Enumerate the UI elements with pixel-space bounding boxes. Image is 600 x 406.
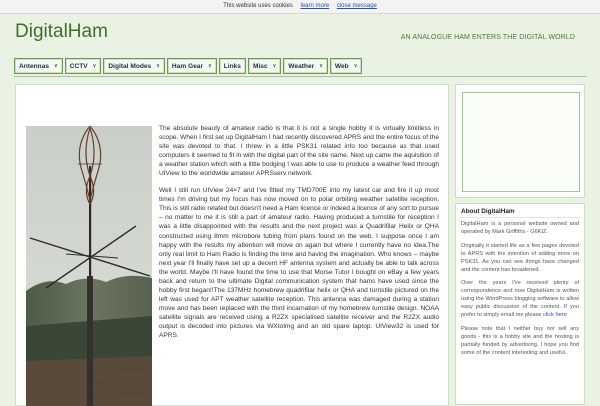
chevron-down-icon: ∨: [208, 63, 212, 69]
sidebar-widget-frame: [462, 92, 580, 192]
nav-item-web[interactable]: [330, 58, 362, 74]
cookie-learn-more-link[interactable]: learn more: [300, 3, 330, 9]
cookie-message: This website uses cookies: [223, 3, 293, 9]
chevron-down-icon: ∨: [272, 63, 277, 69]
about-paragraph: DigitalHam is a personal website owned and operated by Mark Griffiths - G6KIZ.: [461, 221, 579, 235]
nav-label: Digital Modes: [108, 62, 152, 70]
article-paragraph: The absolute beauty of amateur radio is that it is not a single hobby it is virtually limitless in scope. When I first set up DigitalHam I had recently discovered APRS and the entire focus of the site was devoted to that. I threw in a little PSK31 related info too because as that used computers it seemed to fit in with the digital part of the site name. Next up came the aquisition of a weather station which with a little bodging I was able to use to produce a weather feed through UIView to the worldwide amateur APRSserv network.: [159, 125, 439, 178]
nav-label: Web: [334, 62, 349, 70]
about-paragraph: [461, 280, 579, 320]
sidebar-widget: [455, 84, 585, 198]
about-paragraph: Originally it started life as a few pages devoted to APRS with the intention of adding more on PSK31. As you can see things have changed and the content has broadened.: [461, 242, 579, 273]
cookie-close-link[interactable]: close message: [336, 3, 377, 9]
nav-label: Ham Gear: [171, 62, 204, 70]
site-tagline: AN ANALOGUE HAM ENTERS THE DIGITAL WORLD: [400, 34, 575, 41]
nav-label: CCTV: [69, 62, 88, 70]
about-title: About DigitalHam: [459, 208, 581, 218]
about-body: [456, 218, 584, 367]
chevron-down-icon: ∨: [353, 63, 358, 69]
nav-item-links[interactable]: [219, 58, 246, 74]
antenna-photo: [26, 126, 152, 406]
nav-item-digital-modes[interactable]: [103, 58, 165, 74]
nav-item-weather[interactable]: [283, 58, 328, 74]
article-body: [159, 124, 439, 348]
cookie-bar: [0, 0, 600, 14]
nav-label: Misc: [252, 62, 268, 70]
nav-item-misc[interactable]: [248, 58, 281, 74]
main-content: [15, 84, 449, 406]
site-title[interactable]: DigitalHam: [15, 21, 108, 42]
about-paragraph: Please note that I neither buy nor sell any goods - this is a hobby site and the hosting is partially funded by advertising. I hope you find some of the content interesting and useful.: [461, 325, 579, 356]
about-widget: [455, 203, 585, 405]
chevron-down-icon: ∨: [319, 63, 323, 69]
chevron-down-icon: ∨: [92, 63, 97, 69]
nav-divider: [14, 76, 587, 77]
nav-label: Weather: [288, 62, 315, 70]
nav-item-ham-gear[interactable]: [167, 58, 217, 74]
main-nav: [14, 58, 362, 76]
nav-label: Antennas: [19, 62, 50, 70]
email-link[interactable]: click here: [543, 312, 567, 319]
chevron-down-icon: ∨: [156, 63, 160, 69]
nav-label: Links: [223, 62, 241, 70]
about-text: Over the years I've received plenty of correspondence and now DigitalHam is written using the WordPress blogging software to allow easy public discussion of the content. If you prefer to simply email me please: [461, 280, 579, 319]
chevron-down-icon: ∨: [54, 63, 58, 69]
nav-item-antennas[interactable]: [14, 58, 63, 74]
article-paragraph: Well I still run UIView 24×7 and I've fitted my TMD700E into my latest car and fire it up most times I'm driving but my focus has now moved on to polar orbiting weather satellite reception. This is still radio related but doesn't need a Ham licence or indeed a licence of any sort to pursue – no matter to me it is still a part of amateur radio. Having produced a turnstile for reception I was a little disappointed with the results and the next project was a Quadrifilar Helix or QHA constructed using 8mm microbore tubing from plans found on the web. I suppose once I am happy with the results my attention will move on again but where I currently have no idea.The only real limit to Ham Radio is finding the time and having the imagination. Who knows – maybe next year I'll finally have set up a decent HF antenna system and actually be able to talk across the world. Maybe I'll have found the time to use that Morse Tutor I bought on eBay a few years back and return to the ultimate Digital communication system that hams have used since the hobby first began!!The 137MHz homebrew quadrifilar helix or QHA and turnstile pictured on the left was used for APT weather satellite reception. This antenna was damaged during a station move and has been replaced with the third incarnation of my homebrew turnstile design. NOAA satellite signals are received using a R2ZX specialised satellite receiver and the R2ZX audio output is decoded into pictures via WXtoImg and an old spare laptop. UIView32 is used for APRS.: [159, 187, 440, 340]
nav-item-cctv[interactable]: [65, 58, 102, 74]
